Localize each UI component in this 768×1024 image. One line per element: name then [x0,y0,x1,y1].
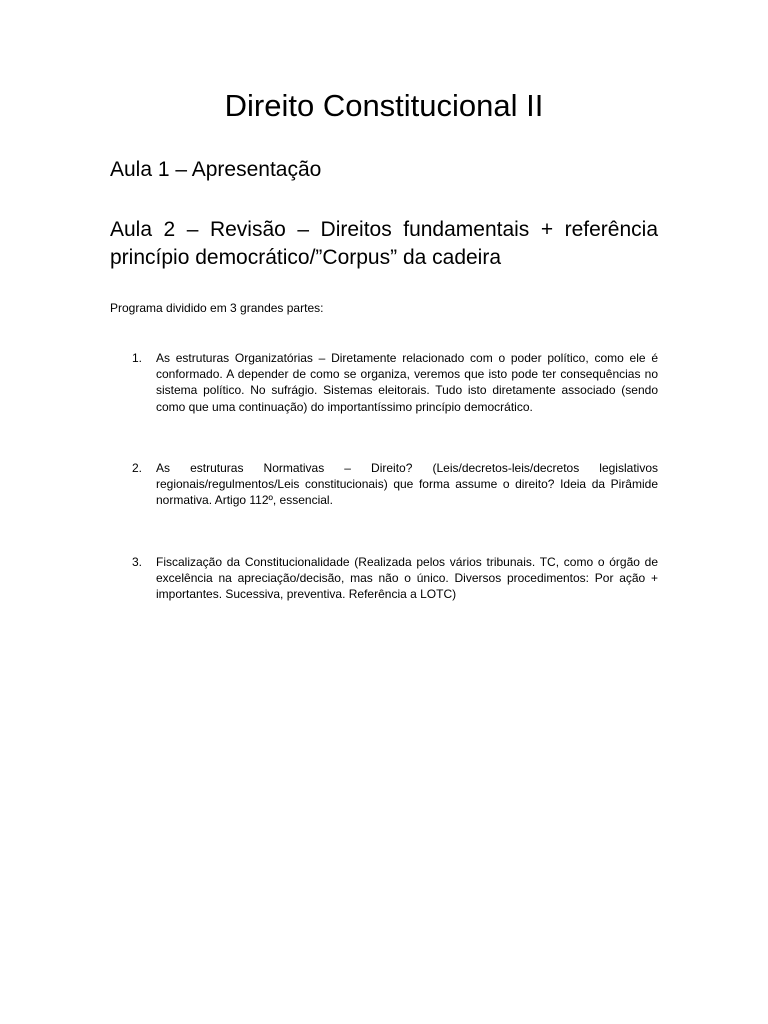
list-item-number: 1. [132,351,143,365]
list-item-text: As estruturas Organizatórias – Diretamente relacionado com o poder político, como ele é conformado. A depender de como se organiza, veremos que isto pode ter consequências no sistema político. No sufrágio. Sistemas eleitorais. Tudo isto diretamente associado (sendo como que uma continuação) do importantíssimo princípio democrático. [156,351,658,414]
lesson-heading-2: Aula 2 – Revisão – Direitos fundamentais + referência princípio democrático/”Corpus” da cadeira [110,218,658,269]
list-item-number: 3. [132,555,143,569]
list-item-text: As estruturas Normativas – Direito? (Leis/decretos-leis/decretos legislativos regionais/regulmentos/Leis constitucionais) que forma assume o direito? Ideia da Pirâmide normativa. Artigo 112º, essencial. [156,461,658,508]
program-intro: Programa dividido em 3 grandes partes: [110,301,324,315]
list-item-number: 2. [132,461,143,475]
lesson-heading-1: Aula 1 – Apresentação [110,158,322,181]
document-title: Direito Constitucional II [224,88,544,123]
list-item-text: Fiscalização da Constitucionalidade (Realizada pelos vários tribunais. TC, como o órgão de excelência na apreciação/decisão, mas não o único. Diversos procedimentos: Por ação + importantes. Sucessiva, preventiva. Referência a LOTC) [156,555,658,602]
